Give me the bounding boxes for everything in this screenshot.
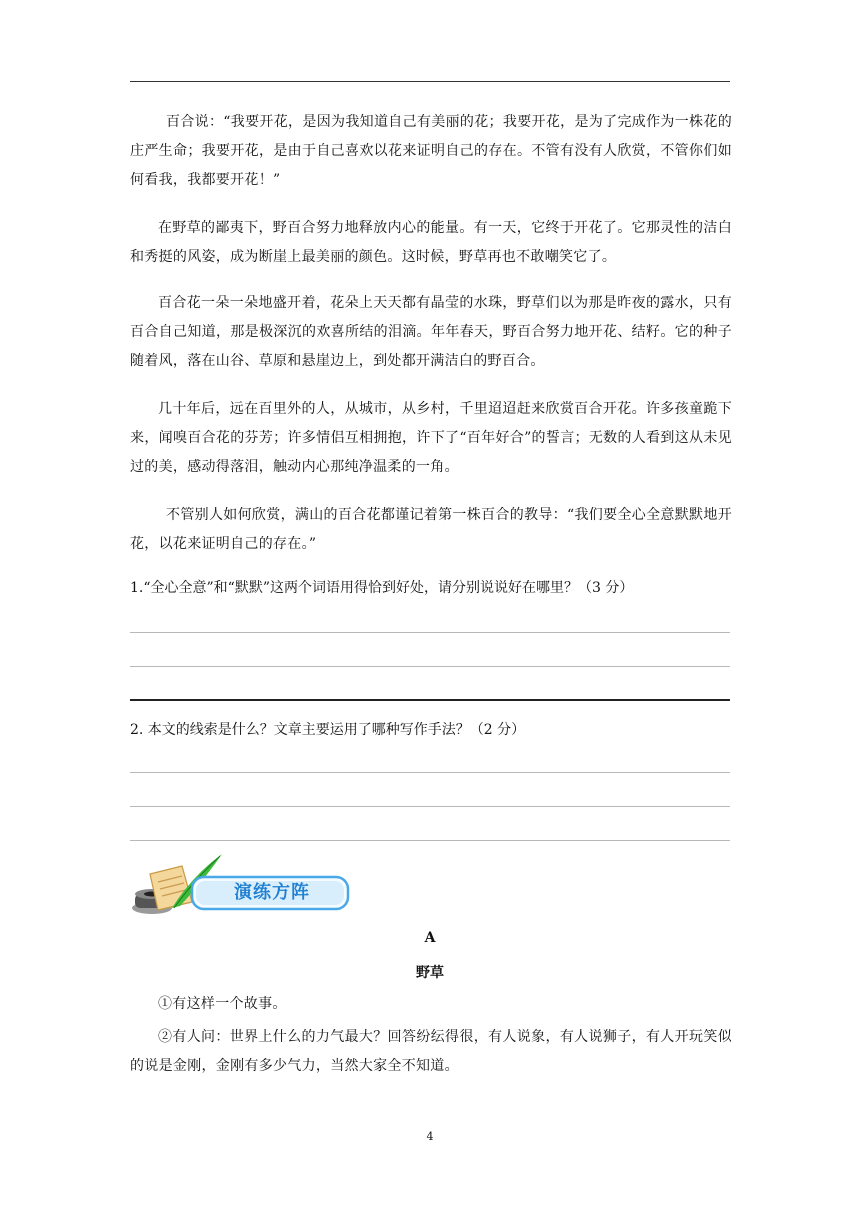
section-letter: A: [424, 930, 436, 946]
passage-paragraph-2: 在野草的鄙夷下，野百合努力地释放内心的能量。有一天，它终于开花了。它那灵性的洁白和秀挺的风姿，成为断崖上最美丽的颜色。这时候，野草再也不敢嘲笑它了。: [130, 220, 732, 265]
question-2: 2. 本文的线索是什么？文章主要运用了哪种写作手法？（2 分）: [130, 722, 526, 738]
answer-line-q2-3[interactable]: [130, 840, 730, 841]
answer-line-q2-1[interactable]: [130, 772, 730, 773]
answer-line-q1-1[interactable]: [130, 632, 730, 633]
passage-paragraph-4: 几十年后，远在百里外的人，从城市，从乡村，千里迢迢赶来欣赏百合开花。许多孩童跪下来，闻嗅百合花的芬芳；许多情侣互相拥抱，许下了“百年好合”的誓言；无数的人看到这从未见过的美，感动得落泪，触动内心那纯净温柔的一角。: [130, 401, 732, 475]
passage-paragraph-1: 百合说：“我要开花，是因为我知道自己有美丽的花；我要开花，是为了完成作为一株花的庄严生命；我要开花，是由于自己喜欢以花来证明自己的存在。不管有没有人欣赏，不管你们如何看我，我都要开花！”: [130, 114, 732, 188]
article-title: 野草: [416, 965, 444, 981]
header-rule: [130, 81, 730, 82]
question-1: 1.“全心全意”和“默默”这两个词语用得恰到好处，请分别说说好在哪里？（3 分）: [130, 580, 634, 596]
article-paragraph-1: ①有这样一个故事。: [158, 996, 287, 1012]
answer-line-q1-3[interactable]: [130, 699, 730, 701]
answer-line-q2-2[interactable]: [130, 806, 730, 807]
page-number: 4: [426, 1130, 434, 1143]
article-paragraph-2: ②有人问：世界上什么的力气最大？回答纷纭得很，有人说象，有人说狮子，有人开玩笑似的说是金刚，金刚有多少气力，当然大家全不知道。: [130, 1029, 732, 1074]
banner-label: 演练方阵: [234, 882, 310, 903]
answer-line-q1-2[interactable]: [130, 666, 730, 667]
passage-paragraph-3: 百合花一朵一朵地盛开着，花朵上天天都有晶莹的水珠，野草们以为那是昨夜的露水，只有百合自己知道，那是极深沉的欢喜所结的泪滴。年年春天，野百合努力地开花、结籽。它的种子随着风，落在山谷、草原和悬崖边上，到处都开满洁白的野百合。: [130, 295, 732, 369]
passage-paragraph-5: 不管别人如何欣赏，满山的百合花都谨记着第一株百合的教导：“我们要全心全意默默地开花，以花来证明自己的存在。”: [130, 507, 732, 552]
section-banner: [130, 850, 352, 920]
